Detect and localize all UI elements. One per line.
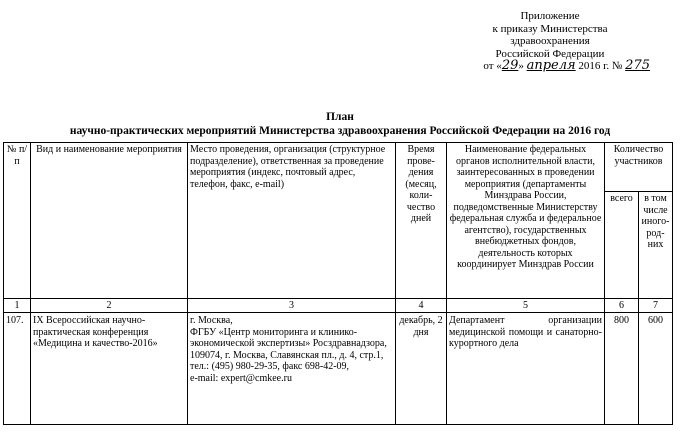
event-time: декабрь, 2 дня bbox=[396, 313, 447, 425]
place-email: e-mail: expert@cmkee.ru bbox=[190, 372, 292, 384]
events-table bbox=[3, 142, 673, 425]
appendix-country-line: Российской Федерации bbox=[495, 47, 605, 60]
participants-foreign: 600 bbox=[639, 313, 673, 425]
header-foreign: в том числе иного- род- них bbox=[639, 192, 673, 299]
appendix-order-line: к приказу Министерства bbox=[492, 22, 608, 35]
row-number: 107. bbox=[4, 313, 31, 425]
header-kind: Вид и наименование мероприятия bbox=[31, 143, 188, 299]
order-number: 275 bbox=[625, 58, 650, 73]
header-place: Место проведения, организация (структурное подразделение), ответственная за проведение мероприятия (индекс, почтовый адрес, телефон, факс, e-mail) bbox=[188, 143, 396, 299]
column-number: 7 bbox=[639, 299, 673, 313]
participants-total: 800 bbox=[605, 313, 639, 425]
appendix-date-line bbox=[450, 60, 650, 73]
date-prefix: от « bbox=[483, 60, 502, 72]
header-time: Время прове- дения (месяц, коли- чество дней bbox=[396, 143, 447, 299]
place-phone: тел.: (495) 980-29-35, факс 698-42-09, bbox=[190, 361, 350, 372]
place-city: г. Москва, bbox=[190, 315, 233, 326]
column-number: 3 bbox=[188, 299, 396, 313]
date-mid: » bbox=[518, 60, 524, 72]
column-number: 4 bbox=[396, 299, 447, 313]
column-number-row bbox=[4, 299, 673, 313]
header-row bbox=[4, 143, 673, 192]
date-day: 29 bbox=[501, 58, 519, 73]
place-address: 109074, г. Москва, Славянская пл., д. 4, стр.1, bbox=[190, 349, 384, 361]
header-total: всего bbox=[605, 192, 639, 299]
column-number: 2 bbox=[31, 299, 188, 313]
date-month: апреля bbox=[526, 58, 576, 73]
event-name: IX Всероссийская научно-практическая конференция «Медицина и качество-2016» bbox=[31, 313, 188, 425]
column-number: 5 bbox=[447, 299, 605, 313]
column-number: 6 bbox=[605, 299, 639, 313]
header-num: № п/п bbox=[4, 143, 31, 299]
header-bodies: Наименование федеральных органов исполнительной власти, заинтересованных в проведении мероприятия (департаменты Минздрава России, подведомственные Министерству федеральная служба и федеральное агентство), государственных внебюджетных фондов, деятельность которых координирует Минздрав России bbox=[447, 143, 605, 299]
title-plan: План bbox=[326, 111, 354, 123]
title-subtitle: научно-практических мероприятий Министерства здравоохранения Российской Федерации на 2016 год bbox=[69, 125, 611, 137]
event-place bbox=[188, 313, 396, 425]
date-year-no: 2016 г. № bbox=[578, 60, 623, 72]
column-number: 1 bbox=[4, 299, 31, 313]
event-bodies: Департамент организации медицинской помощи и санаторно-курортного дела bbox=[447, 313, 605, 425]
appendix-block bbox=[450, 10, 650, 73]
document-title bbox=[0, 110, 680, 138]
place-organization: ФГБУ «Центр мониторинга и клинико-экономической экспертизы» Росздравнадзора, bbox=[190, 326, 387, 349]
header-count: Количество участников bbox=[605, 143, 673, 192]
table-row bbox=[4, 313, 673, 425]
appendix-ministry-line: здравоохранения bbox=[510, 35, 590, 47]
appendix-title: Приложение bbox=[520, 10, 580, 22]
